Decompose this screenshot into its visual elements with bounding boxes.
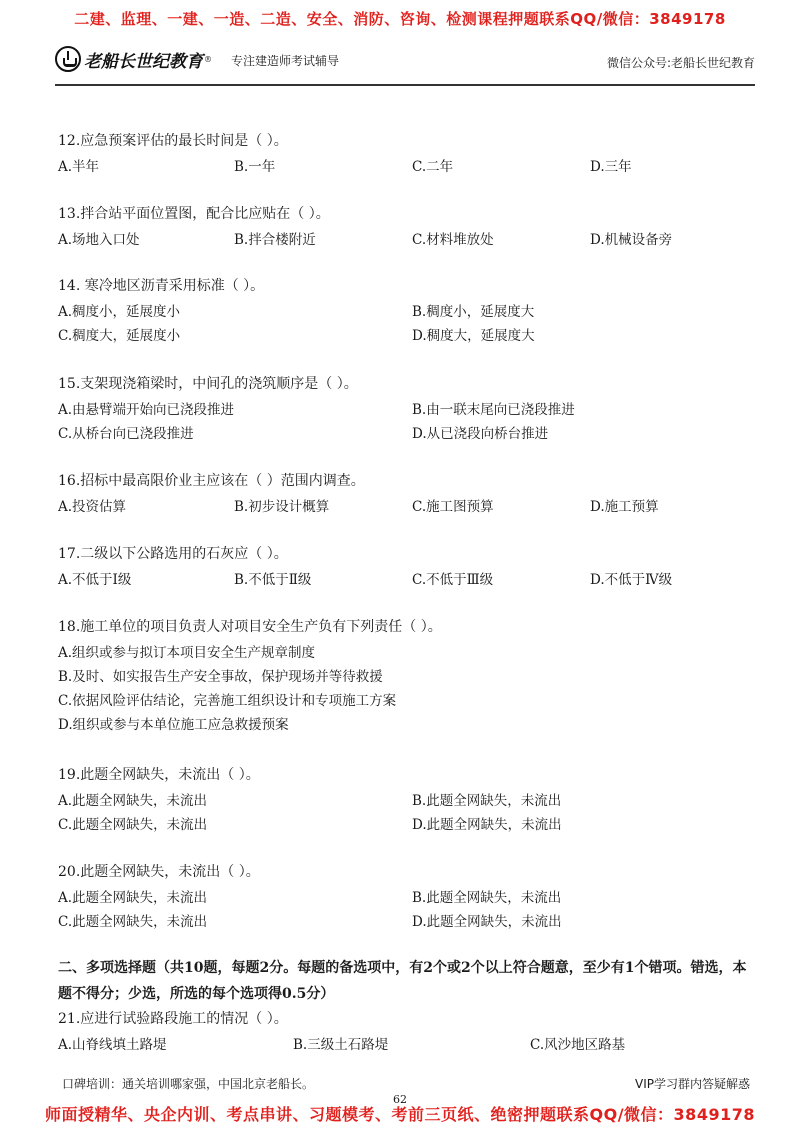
q21-option-c: C.风沙地区路基 <box>530 1037 626 1053</box>
q13-option-d: D.机械设备旁 <box>590 232 673 248</box>
q18-option-a: A.组织或参与拟订本项目安全生产规章制度 <box>58 645 316 661</box>
question-18-stem: 18.施工单位的项目负责人对项目安全生产负有下列责任（ ）。 <box>58 619 442 635</box>
q18-option-b: B.及时、如实报告生产安全事故，保护现场并等待救援 <box>58 669 383 685</box>
question-21-stem: 21.应进行试验路段施工的情况（ ）。 <box>58 1011 288 1027</box>
q12-option-b: B.一年 <box>234 159 276 175</box>
question-19-stem: 19.此题全网缺失，未流出（ ）。 <box>58 767 260 783</box>
q21-option-a: A.山脊线填土路堤 <box>58 1037 167 1053</box>
question-14-stem: 14. 寒冷地区沥青采用标准（ ）。 <box>58 278 265 294</box>
q14-option-a: A.稠度小，延展度小 <box>58 304 181 320</box>
question-15-stem: 15.支架现浇箱梁时，中间孔的浇筑顺序是（ ）。 <box>58 376 358 392</box>
q17-option-d: D.不低于Ⅳ级 <box>590 572 673 588</box>
q16-option-a: A.投资估算 <box>58 499 127 515</box>
ship-wheel-icon <box>55 46 81 72</box>
question-17-stem: 17.二级以下公路选用的石灰应（ ）。 <box>58 546 288 562</box>
header-divider <box>55 84 755 86</box>
bottom-promo-banner: 师面授精华、央企内训、考点串讲、习题模考、考前三页纸、绝密押题联系QQ/微信：3849178 <box>45 1105 755 1124</box>
q13-option-c: C.材料堆放处 <box>412 232 494 248</box>
q13-option-a: A.场地入口处 <box>58 232 140 248</box>
header-wechat: 微信公众号:老船长世纪教育 <box>606 56 755 70</box>
section-2-title: 二、多项选择题（共10题，每题2分。每题的备选项中，有2个或2个以上符合题意，至少有1个错项。错选，本题不得分；少选，所选的每个选项得0.5分） <box>58 960 747 1002</box>
q16-option-b: B.初步设计概算 <box>234 499 330 515</box>
question-20-stem: 20.此题全网缺失，未流出（ ）。 <box>58 864 260 880</box>
q12-option-c: C.二年 <box>412 159 454 175</box>
q14-option-d: D.稠度大，延展度大 <box>412 328 535 344</box>
q21-option-b: B.三级土石路堤 <box>293 1037 389 1053</box>
question-16-stem: 16.招标中最高限价业主应该在（ ）范围内调查。 <box>58 473 365 489</box>
q19-option-a: A.此题全网缺失，未流出 <box>58 793 208 809</box>
q12-option-a: A.半年 <box>58 159 100 175</box>
q15-option-d: D.从已浇段向桥台推进 <box>412 426 549 442</box>
q19-option-d: D.此题全网缺失，未流出 <box>412 817 562 833</box>
q14-option-b: B.稠度小，延展度大 <box>412 304 535 320</box>
header-slogan: 专注建造师考试辅导 <box>231 54 340 68</box>
page-number: 62 <box>393 1093 407 1106</box>
q19-option-b: B.此题全网缺失，未流出 <box>412 793 562 809</box>
q17-option-a: A.不低于Ⅰ级 <box>58 572 132 588</box>
registered-mark: ® <box>204 54 212 64</box>
footer-slogan: 口碑培训：通关培训哪家强，中国北京老船长。 <box>62 1077 315 1091</box>
question-12-stem: 12.应急预案评估的最长时间是（ ）。 <box>58 133 288 149</box>
q20-option-d: D.此题全网缺失，未流出 <box>412 914 562 930</box>
q16-option-c: C.施工图预算 <box>412 499 494 515</box>
q17-option-c: C.不低于Ⅲ级 <box>412 572 494 588</box>
q13-option-b: B.拌合楼附近 <box>234 232 316 248</box>
q20-option-a: A.此题全网缺失，未流出 <box>58 890 208 906</box>
q15-option-b: B.由一联末尾向已浇段推进 <box>412 402 575 418</box>
brand-logo <box>55 46 212 72</box>
q20-option-c: C.此题全网缺失，未流出 <box>58 914 208 930</box>
q20-option-b: B.此题全网缺失，未流出 <box>412 890 562 906</box>
q16-option-d: D.施工预算 <box>590 499 659 515</box>
page-header <box>55 44 755 80</box>
q17-option-b: B.不低于Ⅱ级 <box>234 572 312 588</box>
q12-option-d: D.三年 <box>590 159 632 175</box>
q15-option-a: A.由悬臂端开始向已浇段推进 <box>58 402 235 418</box>
q18-option-d: D.组织或参与本单位施工应急救援预案 <box>58 717 289 733</box>
q18-option-c: C.依据风险评估结论，完善施工组织设计和专项施工方案 <box>58 693 397 709</box>
q15-option-c: C.从桥台向已浇段推进 <box>58 426 194 442</box>
top-promo-banner: 二建、监理、一建、一造、二造、安全、消防、咨询、检测课程押题联系QQ/微信：3849178 <box>74 10 726 28</box>
footer-vip-note: VIP学习群内答疑解惑 <box>635 1077 750 1091</box>
q19-option-c: C.此题全网缺失，未流出 <box>58 817 208 833</box>
logo-text: 老船长世纪教育 <box>84 51 203 72</box>
question-13-stem: 13.拌合站平面位置图，配合比应贴在（ ）。 <box>58 206 330 222</box>
q14-option-c: C.稠度大，延展度小 <box>58 328 181 344</box>
